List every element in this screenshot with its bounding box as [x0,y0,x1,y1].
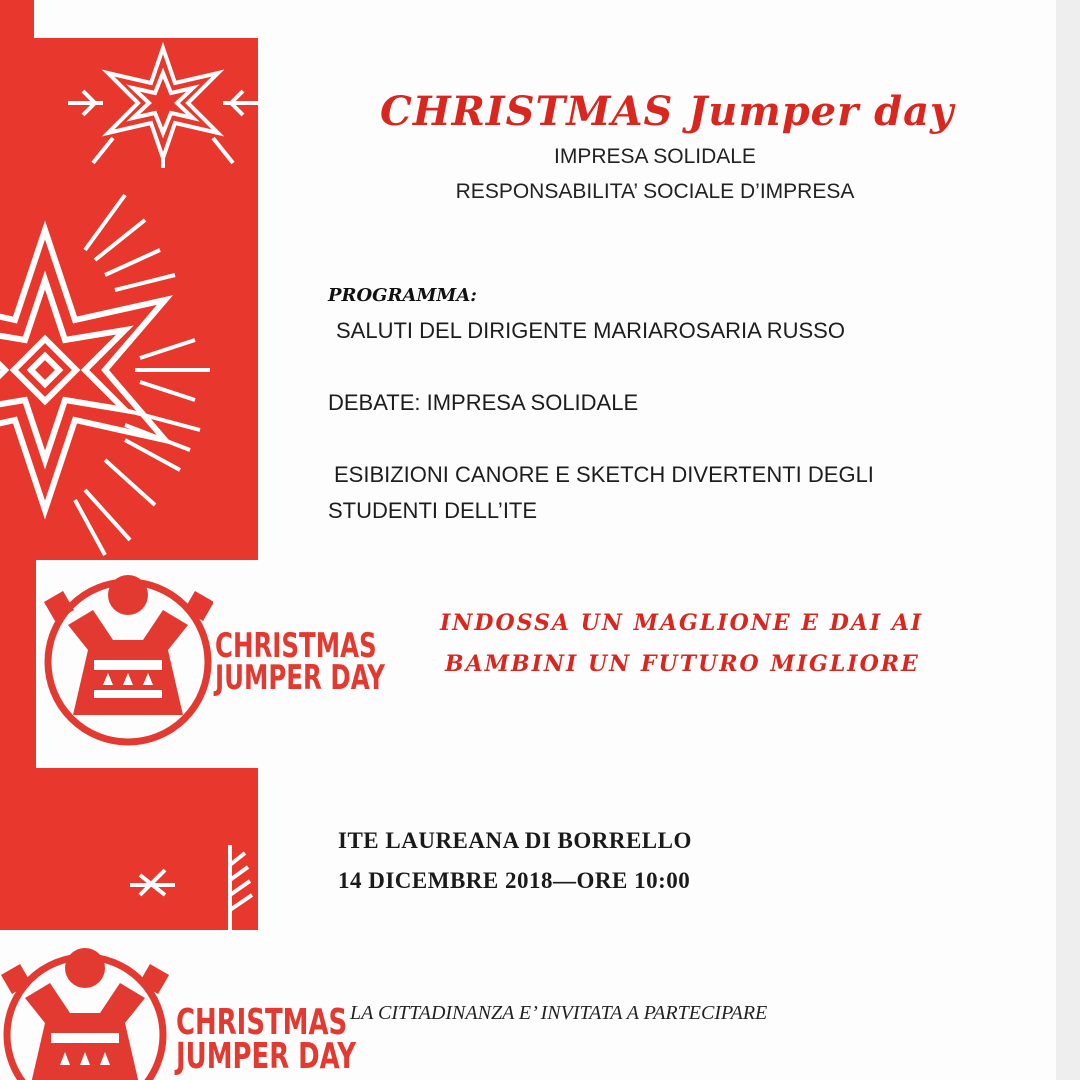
programma-label: PROGRAMMA: [328,285,477,306]
page-title: CHRISTMAS Jumper day [380,88,955,135]
red-banner-left-strip [0,560,36,930]
event-datetime: 14 DICEMBRE 2018—ORE 10:00 [338,868,691,893]
scan-edge [1056,0,1080,1080]
programma-item: DEBATE: IMPRESA SOLIDALE [328,390,639,415]
snowflake-icon [120,835,260,930]
logo-line-2: JUMPER DAY [215,658,386,699]
logo-wordmark [215,626,386,699]
snowflake-icon [0,180,210,560]
subtitle-responsabilita-sociale: RESPONSABILITA’ SOCIALE D’IMPRESA [455,180,855,203]
christmas-jumper-logo-icon [0,940,170,1080]
logo-line-2: JUMPER DAY [176,1036,357,1078]
logo-line-1: CHRISTMAS [176,1002,348,1043]
subtitle-impresa-solidale: IMPRESA SOLIDALE [554,145,756,168]
snowflake-icon [68,38,258,168]
programma-item: STUDENTI DELL’ITE [328,498,538,523]
slogan-line-1: INDOSSA UN MAGLIONE E DAI AI [440,610,924,636]
event-venue: ITE LAUREANA DI BORRELLO [338,828,692,853]
programma-item: ESIBIZIONI CANORE E SKETCH DIVERTENTI DEGLI [334,462,874,487]
invitation-text: LA CITTADINANZA E’ INVITATA A PARTECIPARE [350,1002,768,1024]
logo-line-1: CHRISTMAS [215,626,377,666]
slogan-line-2: BAMBINI UN FUTURO MIGLIORE [445,651,920,677]
programma-item: SALUTI DEL DIRIGENTE MARIAROSARIA RUSSO [336,318,845,343]
christmas-jumper-logo-icon [38,565,213,750]
logo-wordmark [176,1002,357,1078]
